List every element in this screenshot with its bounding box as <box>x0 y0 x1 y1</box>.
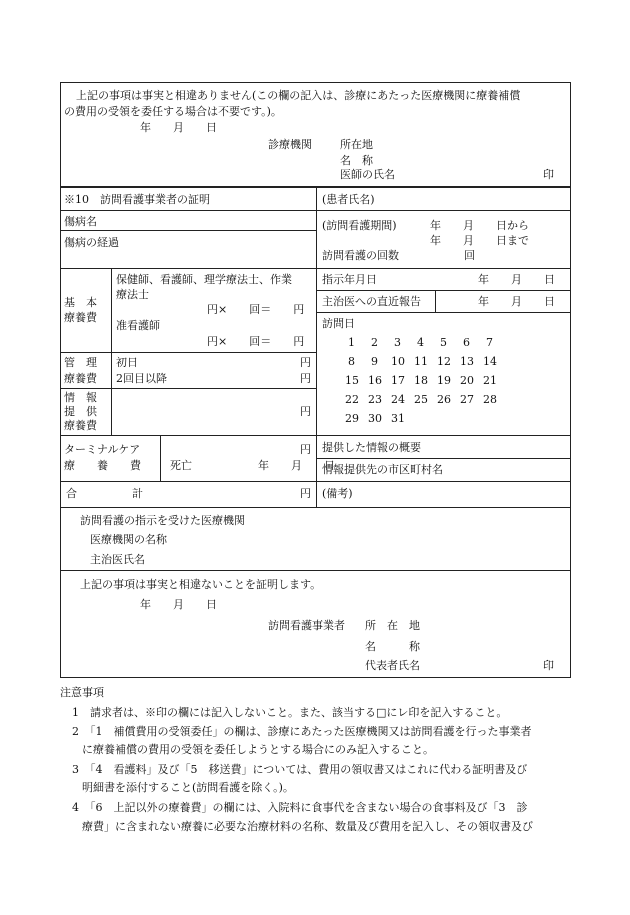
terminal-divider <box>160 435 161 481</box>
calendar-day[interactable]: 8 <box>348 355 355 368</box>
calendar-day[interactable]: 23 <box>368 393 382 406</box>
row-line <box>60 388 316 389</box>
patient-name-label: (患者氏名) <box>322 193 375 206</box>
calendar-day[interactable]: 24 <box>391 393 405 406</box>
row-line <box>60 210 316 211</box>
declaration-text-line2: の費用の受領を委任する場合は不要です。)。 <box>64 105 282 118</box>
basic-nurse-line1: 保健師、看護師、理学療法士、作業 <box>116 273 292 286</box>
calendar-day[interactable]: 26 <box>437 393 451 406</box>
row-line <box>316 312 571 313</box>
calendar-day[interactable]: 5 <box>440 336 447 349</box>
calendar-day[interactable]: 22 <box>345 393 359 406</box>
basic-cost-label-2: 療養費 <box>64 311 97 324</box>
calendar-day[interactable]: 21 <box>483 374 497 387</box>
calendar-day[interactable]: 16 <box>368 374 382 387</box>
calendar-day[interactable]: 12 <box>437 355 451 368</box>
terminal-care-label-2: 療 養 費 <box>64 459 141 472</box>
visit-count-label: 訪問看護の回数 <box>322 249 399 262</box>
mgmt-cost-label-2: 療養費 <box>64 372 97 385</box>
representative-seal: 印 <box>543 659 554 672</box>
visit-period-from: 年 月 日から <box>430 219 529 232</box>
disease-course-label: 傷病の経過 <box>64 236 119 249</box>
institution-address-label: 所在地 <box>340 138 373 151</box>
provider-address-label: 所 在 地 <box>365 619 420 632</box>
doctor-name-label: 医師の氏名 <box>340 168 395 181</box>
note-line: 明細書を添付すること(訪問看護を除く。)。 <box>82 781 294 794</box>
calendar-day[interactable]: 10 <box>391 355 405 368</box>
representative-label: 代表者氏名 <box>365 659 420 672</box>
note-line: 1 請求者は、※印の欄には記入しないこと。また、該当する□にレ印を記入すること。 <box>72 706 508 719</box>
row-line <box>60 268 316 269</box>
info-cost-label-3: 療養費 <box>64 419 97 432</box>
death-label: 死亡 <box>170 459 192 472</box>
calendar-day[interactable]: 14 <box>483 355 497 368</box>
row-line <box>316 210 571 211</box>
mgmt-second-day-yen: 円 <box>300 372 311 385</box>
calendar-day[interactable]: 18 <box>414 374 428 387</box>
calendar-day[interactable]: 28 <box>483 393 497 406</box>
info-cost-label-1: 情 報 <box>64 391 97 404</box>
calendar-day[interactable]: 6 <box>463 336 470 349</box>
remarks-label: (備考) <box>322 487 353 500</box>
disease-name-label: 傷病名 <box>64 215 97 228</box>
total-yen: 円 <box>300 487 311 500</box>
calendar-day[interactable]: 4 <box>417 336 424 349</box>
calendar-day[interactable]: 9 <box>371 355 378 368</box>
row-line <box>316 458 571 459</box>
visit-days-label: 訪問日 <box>322 317 355 330</box>
calendar-day[interactable]: 20 <box>460 374 474 387</box>
total-label: 合 計 <box>66 487 143 500</box>
row-line <box>60 570 571 571</box>
certification-text: 上記の事項は事実と相違ないことを証明します。 <box>80 578 322 591</box>
info-cost-label-2: 提 供 <box>64 405 97 418</box>
section10-title: ※10 訪問看護事業者の証明 <box>64 193 210 206</box>
basic-formula-1: 円× 回＝ 円 <box>207 303 305 316</box>
institution-name-field-label: 医療機関の名称 <box>90 533 167 546</box>
calendar-day[interactable]: 30 <box>368 412 382 425</box>
instructing-institution-label: 訪問看護の指示を受けた医療機関 <box>80 514 245 527</box>
calendar-day[interactable]: 19 <box>437 374 451 387</box>
row-line <box>60 230 316 231</box>
provider-label: 訪問看護事業者 <box>268 619 345 632</box>
row-line <box>316 481 571 482</box>
note-line: 3 「4 看護料」及び「5 移送費」については、費用の領収書又はこれに代わる証明書及び <box>72 763 528 776</box>
instruction-date-label: 指示年月日 <box>322 273 377 286</box>
calendar-day[interactable]: 3 <box>394 336 401 349</box>
mgmt-cost-label-1: 管 理 <box>64 356 97 369</box>
recent-report-label: 主治医への直近報告 <box>322 295 421 308</box>
recent-report-value: 年 月 日 <box>478 295 555 308</box>
visit-period-to: 年 月 日まで <box>430 234 529 247</box>
death-date: 年 月 日 <box>258 459 335 472</box>
row-line <box>316 268 571 269</box>
institution-label: 診療機関 <box>268 138 312 151</box>
note-line: に療養補償の費用の受領を委任しようとする場合にのみ記入すること。 <box>82 743 434 756</box>
institution-name-label: 名 称 <box>340 154 373 167</box>
info-summary-label: 提供した情報の概要 <box>322 441 421 454</box>
doctor-seal: 印 <box>543 168 554 181</box>
row-line <box>60 507 571 508</box>
calendar-day[interactable]: 11 <box>414 355 428 368</box>
calendar-day[interactable]: 31 <box>391 412 405 425</box>
row-line <box>60 481 316 482</box>
visit-count-unit: 回 <box>464 249 475 262</box>
calendar-day[interactable]: 1 <box>348 336 355 349</box>
calendar-day[interactable]: 17 <box>391 374 405 387</box>
basic-cost-label-1: 基 本 <box>64 296 97 309</box>
info-cost-yen: 円 <box>300 405 311 418</box>
basic-assistant-nurse: 准看護師 <box>116 319 160 332</box>
mgmt-first-day-yen: 円 <box>300 356 311 369</box>
attending-doctor-label: 主治医氏名 <box>90 553 145 566</box>
row-line <box>60 435 316 436</box>
calendar-day[interactable]: 29 <box>345 412 359 425</box>
info-recipient-label: 情報提供先の市区町村名 <box>322 463 443 476</box>
mgmt-first-day: 初日 <box>116 356 138 369</box>
note-line: 2 「1 補償費用の受領委任」の欄は、診療にあたった医療機関又は訪問看護を行った事業者 <box>72 725 532 738</box>
notes-heading: 注意事項 <box>60 686 104 699</box>
calendar-day[interactable]: 13 <box>460 355 474 368</box>
note-line: 療費」に含まれない療養に必要な治療材料の名称、数量及び費用を記入し、その領収書及び <box>82 820 533 833</box>
terminal-care-yen: 円 <box>300 443 311 456</box>
basic-nurse-line2: 療法士 <box>116 288 149 301</box>
terminal-care-label-1: ターミナルケア <box>64 443 141 456</box>
row-line <box>316 290 571 291</box>
provider-name-label: 名 称 <box>365 640 420 653</box>
basic-formula-2: 円× 回＝ 円 <box>207 335 305 348</box>
calendar-day[interactable]: 2 <box>371 336 378 349</box>
visit-period-label: (訪問看護期間) <box>322 219 397 232</box>
instruction-date-value: 年 月 日 <box>478 273 555 286</box>
calendar-day[interactable]: 27 <box>460 393 474 406</box>
row-line <box>316 435 571 436</box>
certification-date: 年 月 日 <box>140 598 217 611</box>
declaration-date: 年 月 日 <box>140 121 217 134</box>
calendar-day[interactable]: 25 <box>414 393 428 406</box>
row-line <box>60 352 316 353</box>
note-line: 4 「6 上記以外の療養費」の欄には、入院料に食事代を含まない場合の食事料及び「3 診 <box>72 801 528 814</box>
declaration-text-line1: 上記の事項は事実と相違ありません(この欄の記入は、診療にあたった医療機関に療養補償 <box>76 89 521 102</box>
calendar-day[interactable]: 15 <box>345 374 359 387</box>
report-divider <box>435 290 436 312</box>
calendar-day[interactable]: 7 <box>486 336 493 349</box>
mgmt-second-day: 2回目以降 <box>116 372 167 385</box>
